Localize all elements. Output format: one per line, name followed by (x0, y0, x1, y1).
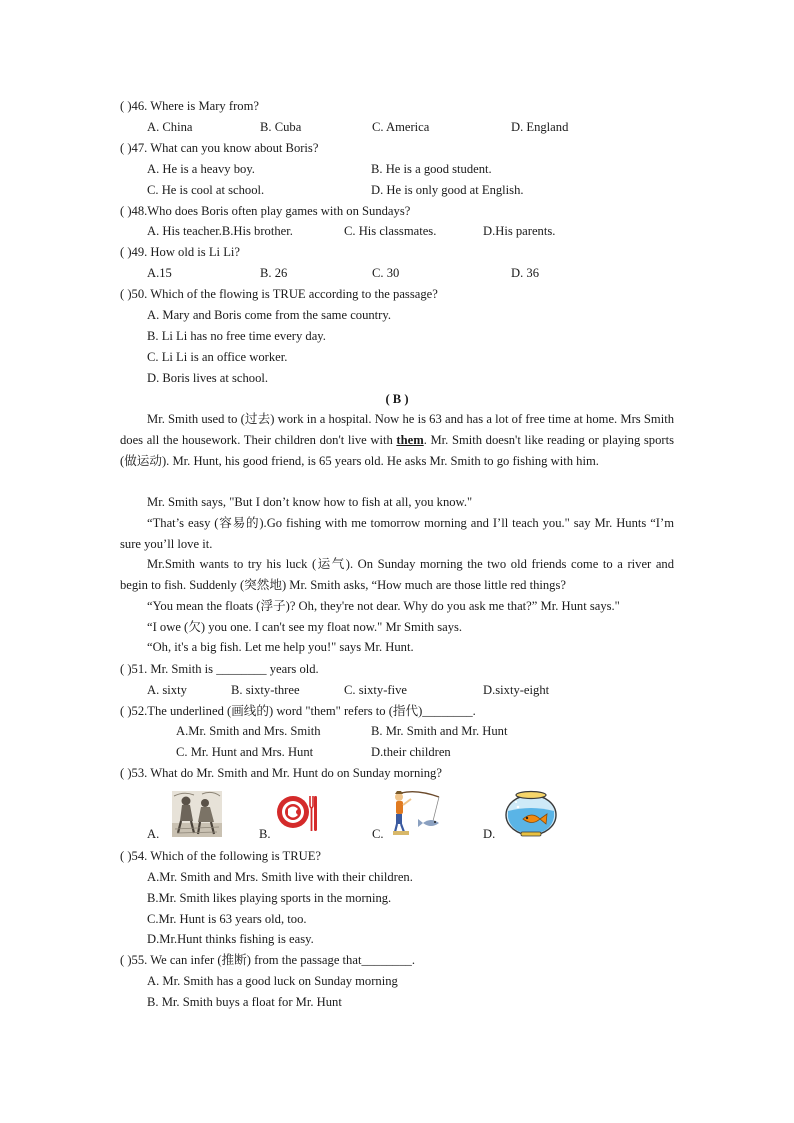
option-55-b: B. Mr. Smith buys a float for Mr. Hunt (147, 995, 342, 1009)
option-53-a: A. (147, 827, 160, 841)
question-47: ( )47. What can you know about Boris? (120, 141, 319, 155)
question-46: ( )46. Where is Mary from? (120, 99, 259, 113)
option-46-b: B. Cuba (260, 120, 302, 134)
option-46-d: D. England (511, 120, 569, 134)
option-48-c: C. His classmates. (344, 224, 437, 238)
option-48-ab: A. His teacher.B.His brother. (147, 224, 293, 238)
question-50: ( )50. Which of the flowing is TRUE according to the passage? (120, 287, 438, 301)
option-48-d: D.His parents. (483, 224, 556, 238)
option-53-b: B. (259, 827, 271, 841)
option-51-c: C. sixty-five (344, 683, 407, 697)
option-49-b: B. 26 (260, 266, 288, 280)
passage-paragraph-5: “You mean the floats (浮子)? Oh, they're not dear. Why do you ask me that?” Mr. Hunt says." (147, 599, 620, 613)
option-47-c: C. He is cool at school. (147, 183, 265, 197)
option-47-d: D. He is only good at English. (371, 183, 524, 197)
option-50-a: A. Mary and Boris come from the same country. (147, 308, 391, 322)
passage-p1-end: . Mr. Smith doesn't like reading or playing sports (做运动). Mr. Hunt, his good friend, is 65 years old. He asks Mr. Smith to go fishing with him. (120, 432, 674, 468)
plate-knife-fork-icon (273, 787, 323, 837)
option-54-d: D.Mr.Hunt thinks fishing is easy. (147, 932, 314, 946)
section-b-title: ( B ) (385, 392, 409, 406)
option-53-d: D. (483, 827, 496, 841)
option-49-c: C. 30 (372, 266, 400, 280)
option-50-d: D. Boris lives at school. (147, 371, 269, 385)
option-51-a: A. sixty (147, 683, 187, 697)
question-52: ( )52.The underlined (画线的) word "them" refers to (指代)________. (120, 704, 476, 718)
question-53: ( )53. What do Mr. Smith and Mr. Hunt do on Sunday morning? (120, 766, 442, 780)
option-49-a: A.15 (147, 266, 172, 280)
option-50-c: C. Li Li is an office worker. (147, 350, 288, 364)
option-54-b: B.Mr. Smith likes playing sports in the morning. (147, 891, 392, 905)
question-48: ( )48.Who does Boris often play games with on Sundays? (120, 204, 411, 218)
question-51: ( )51. Mr. Smith is ________ years old. (120, 662, 319, 676)
option-52-a: A.Mr. Smith and Mrs. Smith (176, 724, 321, 738)
fishing-man-icon (387, 787, 443, 837)
option-50-b: B. Li Li has no free time every day. (147, 329, 326, 343)
option-53-c: C. (372, 827, 384, 841)
option-54-a: A.Mr. Smith and Mrs. Smith live with their children. (147, 870, 413, 884)
fishbowl-icon (503, 787, 559, 837)
question-55: ( )55. We can infer (推断) from the passage that________. (120, 953, 415, 967)
option-54-c: C.Mr. Hunt is 63 years old, too. (147, 912, 307, 926)
passage-paragraph-1 (120, 409, 674, 471)
option-51-b: B. sixty-three (231, 683, 300, 697)
option-46-c: C. America (372, 120, 430, 134)
question-49: ( )49. How old is Li Li? (120, 245, 240, 259)
option-52-d: D.their children (371, 745, 451, 759)
option-49-d: D. 36 (511, 266, 539, 280)
option-52-b: B. Mr. Smith and Mr. Hunt (371, 724, 508, 738)
option-55-a: A. Mr. Smith has a good luck on Sunday morning (147, 974, 398, 988)
option-47-a: A. He is a heavy boy. (147, 162, 255, 176)
option-46-a: A. China (147, 120, 193, 134)
option-52-c: C. Mr. Hunt and Mrs. Hunt (176, 745, 314, 759)
passage-paragraph-6: “I owe (欠) you one. I can't see my float now." Mr Smith says. (147, 620, 463, 634)
passage-paragraph-3: “That’s easy (容易的).Go fishing with me tomorrow morning and I’ll teach you." say Mr. Hunts “I’m sure you’ll love it. (120, 516, 674, 551)
sketch-people-icon (172, 791, 222, 837)
passage-p1-start: Mr. Smith used to (过去) work in a hospital. Now he is 63 and has a lot of free time at home. Mrs Smith does all the housework. Their children don't live with (120, 412, 674, 447)
underlined-word-them: them (396, 432, 424, 447)
passage-paragraph-7: “Oh, it's a big fish. Let me help you!" says Mr. Hunt. (147, 640, 414, 654)
option-47-b: B. He is a good student. (371, 162, 492, 176)
option-51-d: D.sixty-eight (483, 683, 550, 697)
passage-paragraph-4: Mr.Smith wants to try his luck (运气). On Sunday morning the two old friends come to a river and begin to fish. Suddenly (突然地) Mr. Smith asks, “How much are those little red things? (120, 557, 674, 592)
question-54: ( )54. Which of the following is TRUE? (120, 849, 322, 863)
passage-paragraph-2: Mr. Smith says, "But I don’t know how to fish at all, you know." (147, 495, 473, 509)
